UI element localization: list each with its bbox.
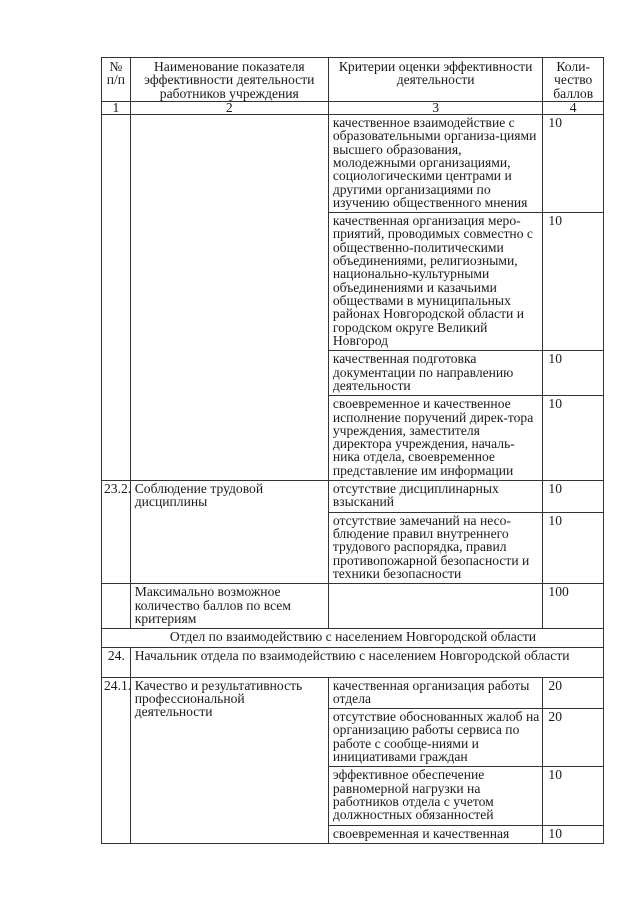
row-points: 10 (543, 825, 604, 843)
row-indicator: Соблюдение трудовой дисциплины (130, 481, 328, 584)
column-number: 1 (102, 101, 131, 114)
table-section-row (102, 629, 604, 647)
row-number: 23.2. (102, 481, 131, 584)
table-row (102, 481, 604, 513)
row-points: 20 (543, 677, 604, 709)
row-points: 20 (543, 709, 604, 767)
row-number: 24.1. (102, 677, 131, 843)
table-row (102, 677, 604, 709)
row-indicator: Максимально возможное количество баллов по всем критериям (130, 584, 328, 629)
row-criterion: качественное взаимодействие с образовательными организа-циями высшего образования, молодежными организациями, социологическими центрами и другими организациями по изучению общественного мнения (328, 114, 543, 212)
row-criterion (328, 584, 543, 629)
section-title: Отдел по взаимодействию с населением Новгородской области (102, 629, 604, 647)
row-criterion: своевременная и качественная (328, 825, 543, 843)
column-number: 4 (543, 101, 604, 114)
row-points: 100 (543, 584, 604, 629)
row-number (102, 114, 131, 480)
row-criterion: отсутствие замечаний на несо-блюдение правил внутреннего трудового распорядка, правил противопожарной безопасности и техники безопасности (328, 512, 543, 584)
row-criterion: качественная подготовка документации по направлению деятельности (328, 351, 543, 396)
table-row-position (102, 647, 604, 677)
row-points: 10 (543, 351, 604, 396)
table-row-total (102, 584, 604, 629)
header-number: № п/п (102, 58, 131, 102)
row-points: 10 (543, 767, 604, 825)
row-number (102, 584, 131, 629)
header-points: Коли-чество баллов (543, 58, 604, 102)
row-criterion: качественная организация меро-приятий, проводимых совместно с общественно-политическими объединениями, религиозными, национально-культурными объединениями и казачьими обществами в муниципальных районах Новгородской области и городском округе Великий Новгород (328, 213, 543, 351)
row-points: 10 (543, 396, 604, 481)
row-points: 10 (543, 481, 604, 513)
row-indicator (130, 114, 328, 480)
column-number: 3 (328, 101, 543, 114)
row-points: 10 (543, 512, 604, 584)
row-criterion: качественная организация работы отдела (328, 677, 543, 709)
header-criteria: Критерии оценки эффективности деятельности (328, 58, 543, 102)
row-points: 10 (543, 114, 604, 212)
efficiency-criteria-table (101, 57, 604, 844)
position-title: Начальник отдела по взаимодействию с населением Новгородской области (130, 647, 603, 677)
row-criterion: отсутствие дисциплинарных взысканий (328, 481, 543, 513)
row-criterion: эффективное обеспечение равномерной нагрузки на работников отдела с учетом должностных обязанностей (328, 767, 543, 825)
row-number: 24. (102, 647, 131, 677)
row-criterion: отсутствие обоснованных жалоб на организацию работы сервиса по работе с сообще-ниями и инициативами граждан (328, 709, 543, 767)
row-points: 10 (543, 213, 604, 351)
column-numbers-row (102, 101, 604, 114)
row-criterion: своевременное и качественное исполнение поручений дирек-тора учреждения, заместителя директора учреждения, началь-ника отдела, своевременное представление им информации (328, 396, 543, 481)
table-header-row (102, 58, 604, 102)
header-indicator: Наименование показателя эффективности деятельности работников учреждения (130, 58, 328, 102)
row-indicator: Качество и результативность профессиональной деятельности (130, 677, 328, 843)
table-row (102, 114, 604, 212)
column-number: 2 (130, 101, 328, 114)
